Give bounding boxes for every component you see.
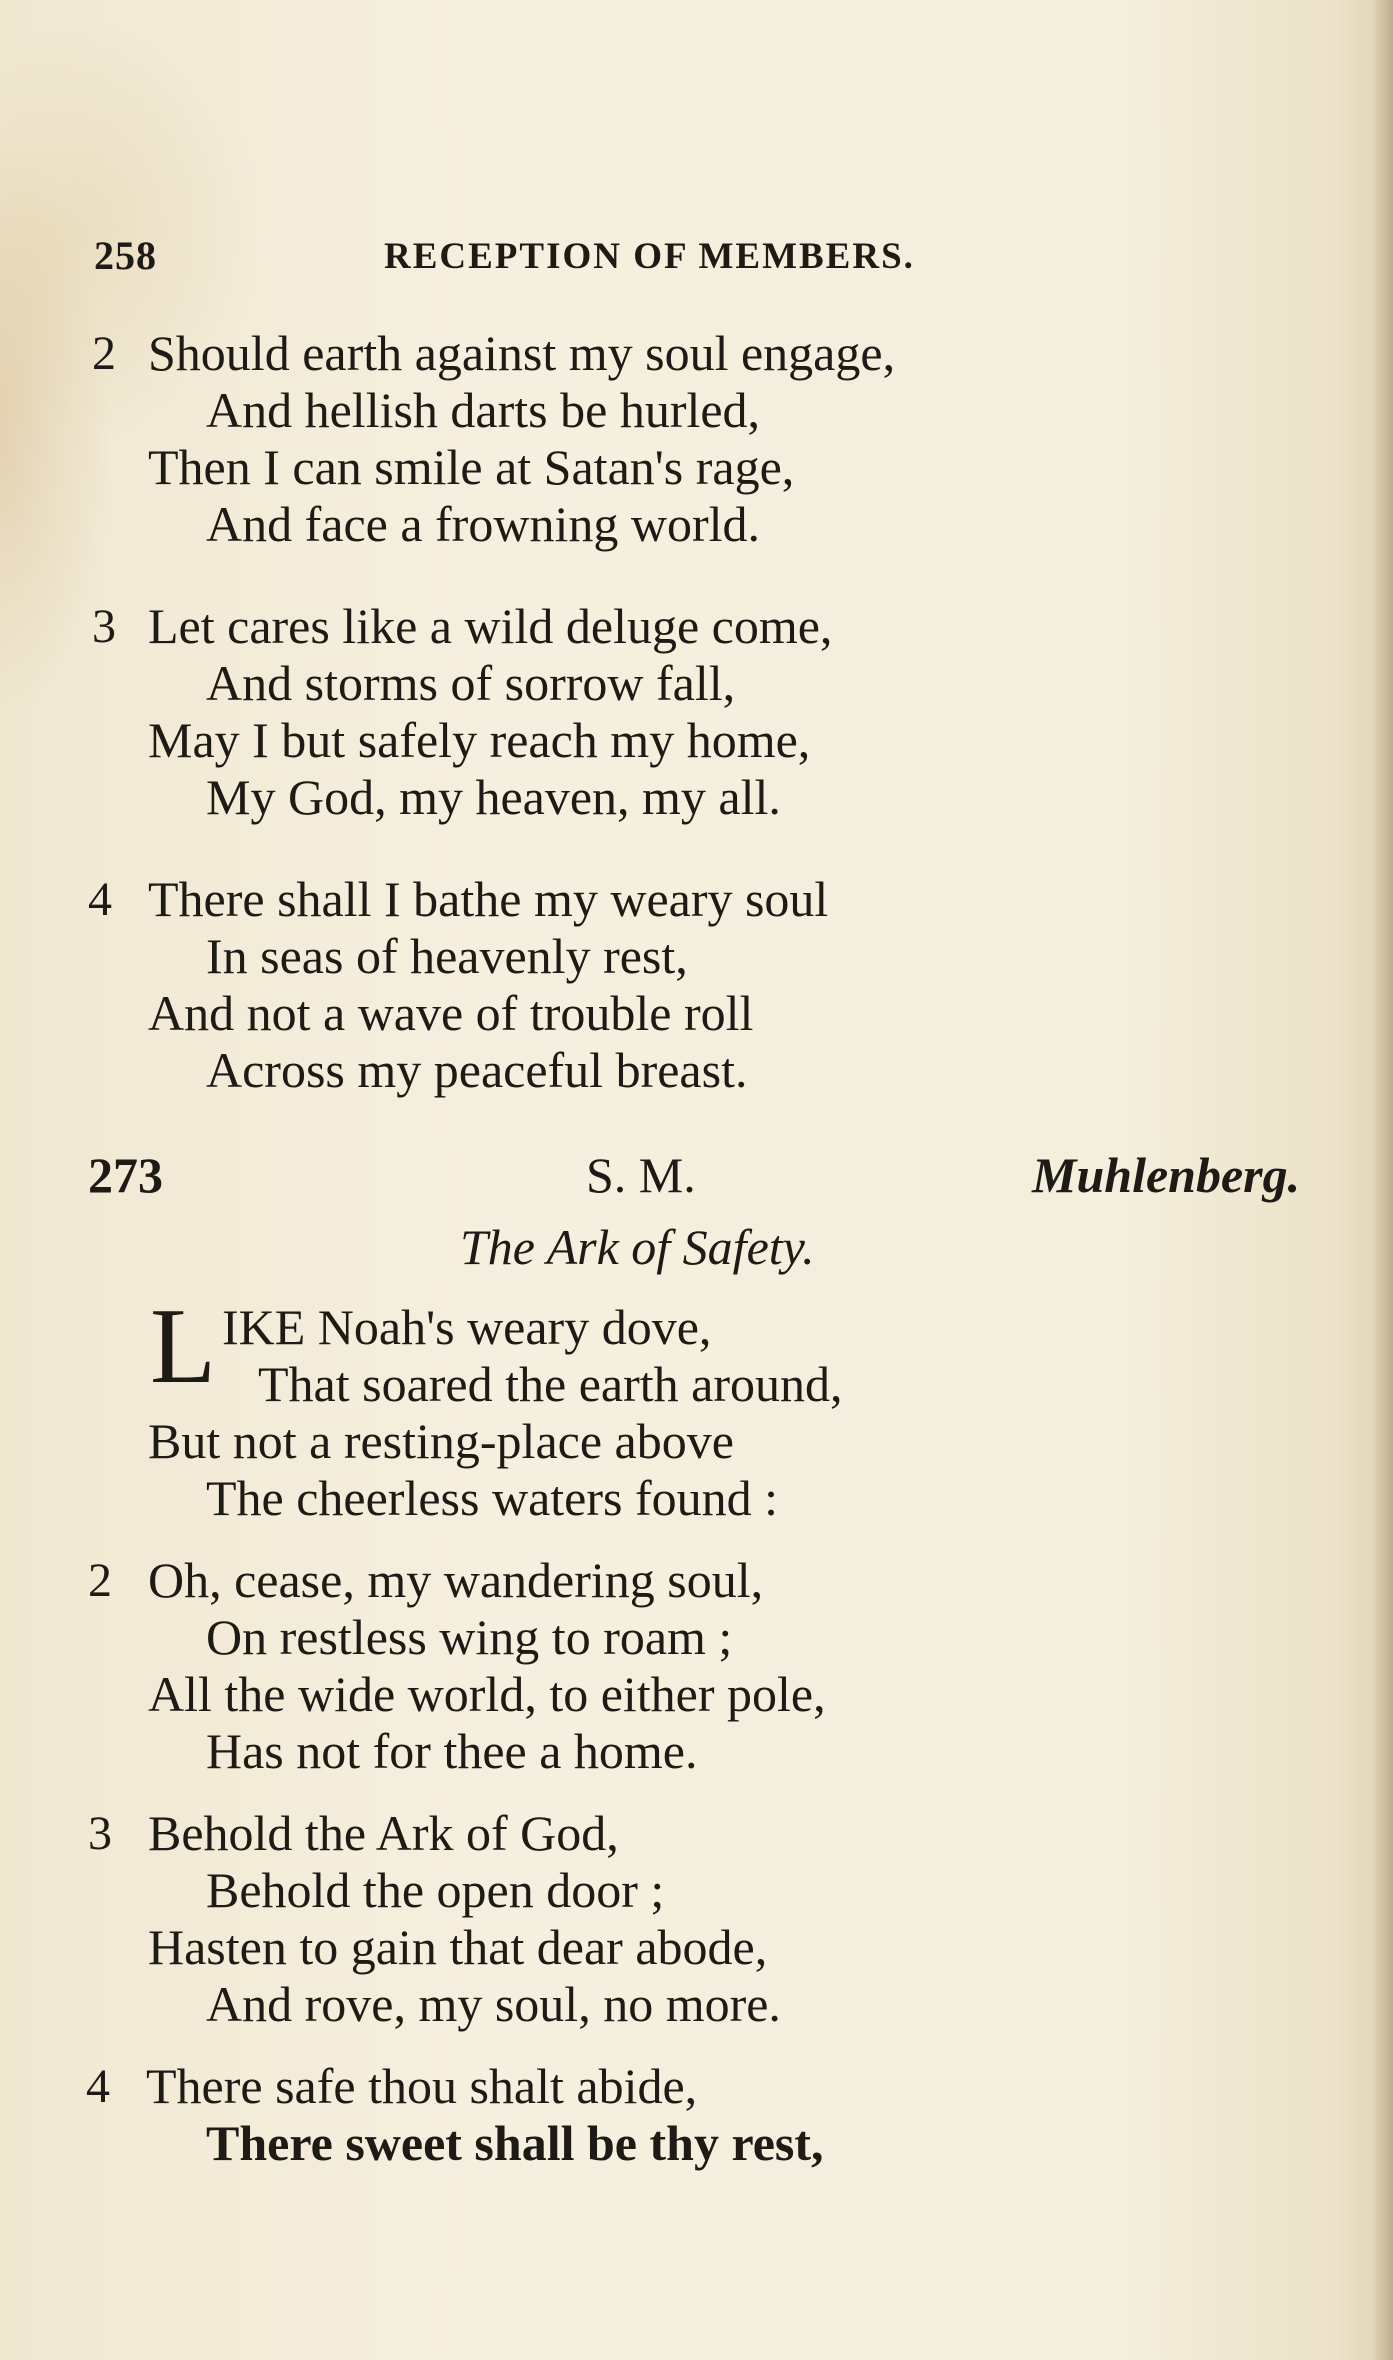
verse-line: The cheerless waters found :: [206, 1470, 778, 1526]
hymn-meter: S. M.: [586, 1147, 696, 1203]
page-edge-shadow: [1371, 0, 1393, 2360]
verse-line: Behold the Ark of God,: [148, 1805, 619, 1861]
hymn-number: 273: [88, 1147, 163, 1203]
verse-line: And not a wave of trouble roll: [148, 985, 754, 1041]
hymn-tune: Muhlenberg.: [1032, 1147, 1301, 1203]
hymn-subtitle: The Ark of Safety.: [460, 1219, 815, 1275]
verse-line: Has not for thee a home.: [206, 1723, 698, 1779]
verse-line: My God, my heaven, my all.: [206, 769, 781, 825]
verse-line: Oh, cease, my wandering soul,: [148, 1552, 764, 1608]
drop-cap: L: [150, 1287, 216, 1406]
page-number: 258: [94, 233, 157, 278]
verse-line: And rove, my soul, no more.: [206, 1976, 781, 2032]
verse-line: Then I can smile at Satan's rage,: [148, 439, 795, 495]
verse-line: May I but safely reach my home,: [148, 712, 811, 768]
verse-number: 2: [92, 327, 116, 380]
verse-line: All the wide world, to either pole,: [148, 1666, 826, 1722]
verse-line: On restless wing to roam ;: [206, 1609, 733, 1665]
verse-line: And face a frowning world.: [206, 496, 760, 552]
verse-line: And storms of sorrow fall,: [206, 655, 736, 711]
verse-line: Let cares like a wild deluge come,: [148, 598, 833, 654]
verse-number: 3: [88, 1807, 112, 1860]
verse-line: But not a resting-place above: [148, 1413, 734, 1469]
verse-line: And hellish darts be hurled,: [206, 382, 761, 438]
verse-line: That soared the earth around,: [258, 1356, 843, 1412]
verse-line: There safe thou shalt abide,: [146, 2058, 698, 2114]
verse-line: In seas of heavenly rest,: [206, 928, 688, 984]
verse-number: 4: [88, 873, 112, 926]
verse-line: Across my peaceful breast.: [206, 1042, 748, 1098]
verse-line: Behold the open door ;: [206, 1862, 665, 1918]
verse-line: There sweet shall be thy rest,: [206, 2115, 824, 2171]
running-title: RECEPTION OF MEMBERS.: [384, 236, 915, 277]
verse-line: There shall I bathe my weary soul: [148, 871, 829, 927]
verse-line: Should earth against my soul engage,: [148, 325, 896, 381]
verse-number: 2: [88, 1554, 112, 1607]
verse-line: Hasten to gain that dear abode,: [148, 1919, 768, 1975]
verse-line: IKE Noah's weary dove,: [222, 1299, 712, 1355]
verse-number: 4: [86, 2060, 110, 2113]
verse-number: 3: [92, 600, 116, 653]
